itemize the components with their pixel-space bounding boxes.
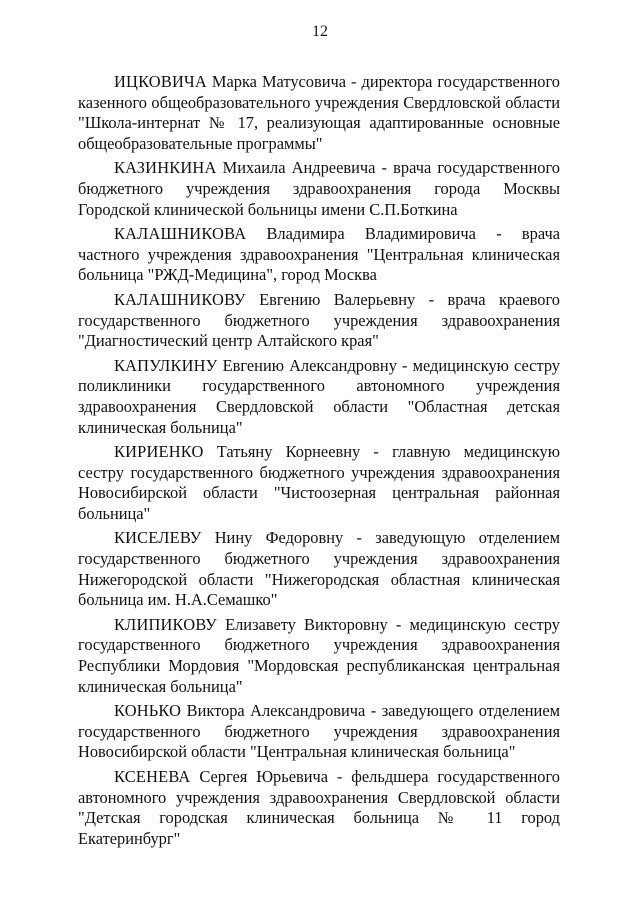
list-item: [78, 158, 560, 220]
page-number: 12: [312, 23, 328, 40]
person-details: Елизавету Викторовну - медицинскую сестру государственного бюджетного учреждения здравоохранения Республики Мордовия "Мордовская республиканская центральная клиническая больница": [78, 614, 560, 696]
person-surname: КАЛАШНИКОВА: [114, 224, 247, 244]
person-details: Михаила Андреевича - врача государственного бюджетного учреждения здравоохранения города Москвы Городской клинической больницы имени С.П.Боткина: [78, 158, 560, 219]
list-item: [78, 615, 560, 697]
person-surname: ИЦКОВИЧА: [114, 72, 207, 91]
person-surname: КОНЬКО: [114, 701, 182, 721]
person-details: Евгению Александровну - медицинскую сестру поликлиники государственного автономного учреждения здравоохранения Свердловской области "Областная детская клиническая больница": [78, 355, 560, 437]
list-item: [78, 442, 560, 524]
person-surname: КИСЕЛЕВУ: [114, 528, 202, 548]
person-surname: КАЛАШНИКОВУ: [114, 289, 246, 309]
person-details: Виктора Александровича - заведующего отделением государственного бюджетного учреждения здравоохранения Новосибирской области "Центральная клиническая больница": [78, 701, 560, 762]
list-item: [78, 528, 560, 610]
person-surname: КАЗИНКИНА: [114, 158, 217, 178]
person-surname: КИРИЕНКО: [114, 442, 204, 462]
list-item: [78, 767, 560, 849]
list-item: [78, 224, 560, 286]
person-details: Евгению Валерьевну - врача краевого государственного бюджетного учреждения здравоохранения "Диагностический центр Алтайского края": [78, 289, 560, 351]
award-list: [78, 72, 560, 853]
person-details: Марка Матусовича - директора государственного казенного общеобразовательного учреждения Свердловской области "Школа-интернат № 17, реализующая адаптированные основные общеобразовательные программы": [78, 72, 560, 153]
list-item: [78, 290, 560, 352]
person-surname: КСЕНЕВА: [114, 767, 191, 786]
person-details: Нину Федоровну - заведующую отделением государственного бюджетного учреждения здравоохранения Нижегородской области "Нижегородская областная клиническая больница им. Н.А.Семашко": [78, 528, 560, 610]
person-details: Татьяну Корнеевну - главную медицинскую сестру государственного бюджетного учреждения здравоохранения Новосибирской области "Чистоозерная центральная районная больница": [78, 442, 560, 523]
person-details: Сергея Юрьевича - фельдшера государственного автономного учреждения здравоохранения Свердловской области "Детская городская клиническая больница № 11 город Екатеринбург": [78, 767, 560, 848]
person-details: Владимира Владимировича - врача частного учреждения здравоохранения "Центральная клиническая больница "РЖД-Медицина", город Москва: [78, 224, 560, 285]
list-item: [78, 72, 560, 154]
person-surname: КАПУЛКИНУ: [114, 355, 218, 375]
list-item: [78, 356, 560, 438]
person-surname: КЛИПИКОВУ: [114, 614, 217, 634]
list-item: [78, 701, 560, 763]
